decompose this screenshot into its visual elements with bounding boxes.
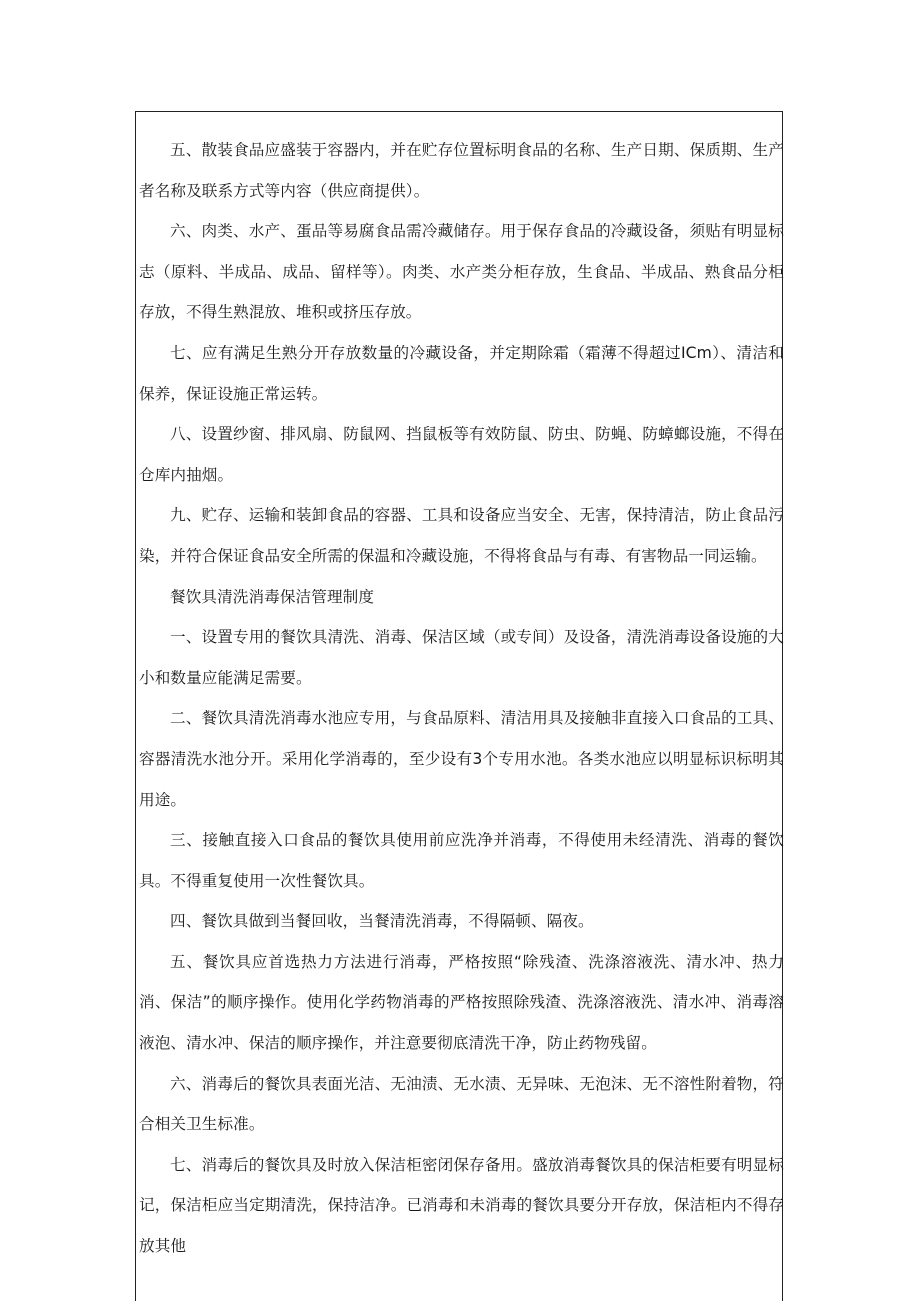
paragraph-refrigeration-equipment: 七、应有满足生熟分开存放数量的冷藏设备，并定期除霜（霜薄不得超过ICm）、清洁和保养，保证设施正常运转。 [139,343,784,403]
paragraph-perishable-cold-storage: 六、肉类、水产、蛋品等易腐食品需冷藏储存。用于保存食品的冷藏设备，须贴有明显标志（原料、半成品、成品、留样等）。肉类、水产类分柜存放，生食品、半成品、熟食品分柜存放，不得生熟混放、堆积或挤压存放。 [139,222,784,322]
paragraph-transport-containers: 九、贮存、运输和装卸食品的容器、工具和设备应当安全、无害，保持清洁，防止食品污染，并符合保证食品安全所需的保温和冷藏设施，不得将食品与有毒、有害物品一同运输。 [139,506,784,565]
paragraph-storage-cabinet: 七、消毒后的餐饮具及时放入保洁柜密闭保存备用。盛放消毒餐饮具的保洁柜要有明显标记，保洁柜应当定期清洗，保持洁净。已消毒和未消毒的餐饮具要分开存放，保洁柜内不得存放其他 [139,1155,784,1256]
document-frame [135,111,783,1301]
paragraph-wash-before-use: 三、接触直接入口食品的餐饮具使用前应洗净并消毒，不得使用未经清洗、消毒的餐饮具。不得重复使用一次性餐饮具。 [139,831,784,890]
paragraph-disinfection-procedure: 五、餐饮具应首选热力方法进行消毒，严格按照“除残渣、洗涤溶液洗、清水冲、热力消、保洁”的顺序操作。使用化学药物消毒的严格按照除残渣、洗涤溶液洗、清水冲、消毒溶液泡、清水冲、保洁的顺序操作，并注意要彻底清洗干净，防止药物残留。 [139,952,784,1053]
paragraph-post-disinfection-standard: 六、消毒后的餐饮具表面光洁、无油渍、无水渍、无异味、无泡沫、无不溶性附着物，符合相关卫生标准。 [139,1074,784,1134]
paragraph-pest-control: 八、设置纱窗、排风扇、防鼠网、挡鼠板等有效防鼠、防虫、防蝇、防蟑螂设施，不得在仓库内抽烟。 [139,425,784,484]
paragraph-dedicated-area: 一、设置专用的餐饮具清洗、消毒、保洁区域（或专间）及设备，清洗消毒设备设施的大小和数量应能满足需要。 [139,628,784,687]
paragraph-bulk-food-storage: 五、散装食品应盛装于容器内，并在贮存位置标明食品的名称、生产日期、保质期、生产者名称及联系方式等内容（供应商提供）。 [139,141,784,200]
document-body [136,130,784,1267]
paragraph-same-meal-cleaning: 四、餐饮具做到当餐回收，当餐清洗消毒，不得隔顿、隔夜。 [170,912,594,931]
paragraph-dedicated-sinks: 二、餐饮具清洗消毒水池应专用，与食品原料、清洁用具及接触非直接入口食品的工具、容器清洗水池分开。采用化学消毒的，至少设有3个专用水池。各类水池应以明显标识标明其用途。 [139,709,784,809]
section-title-tableware-cleaning: 餐饮具清洗消毒保洁管理制度 [170,587,375,606]
